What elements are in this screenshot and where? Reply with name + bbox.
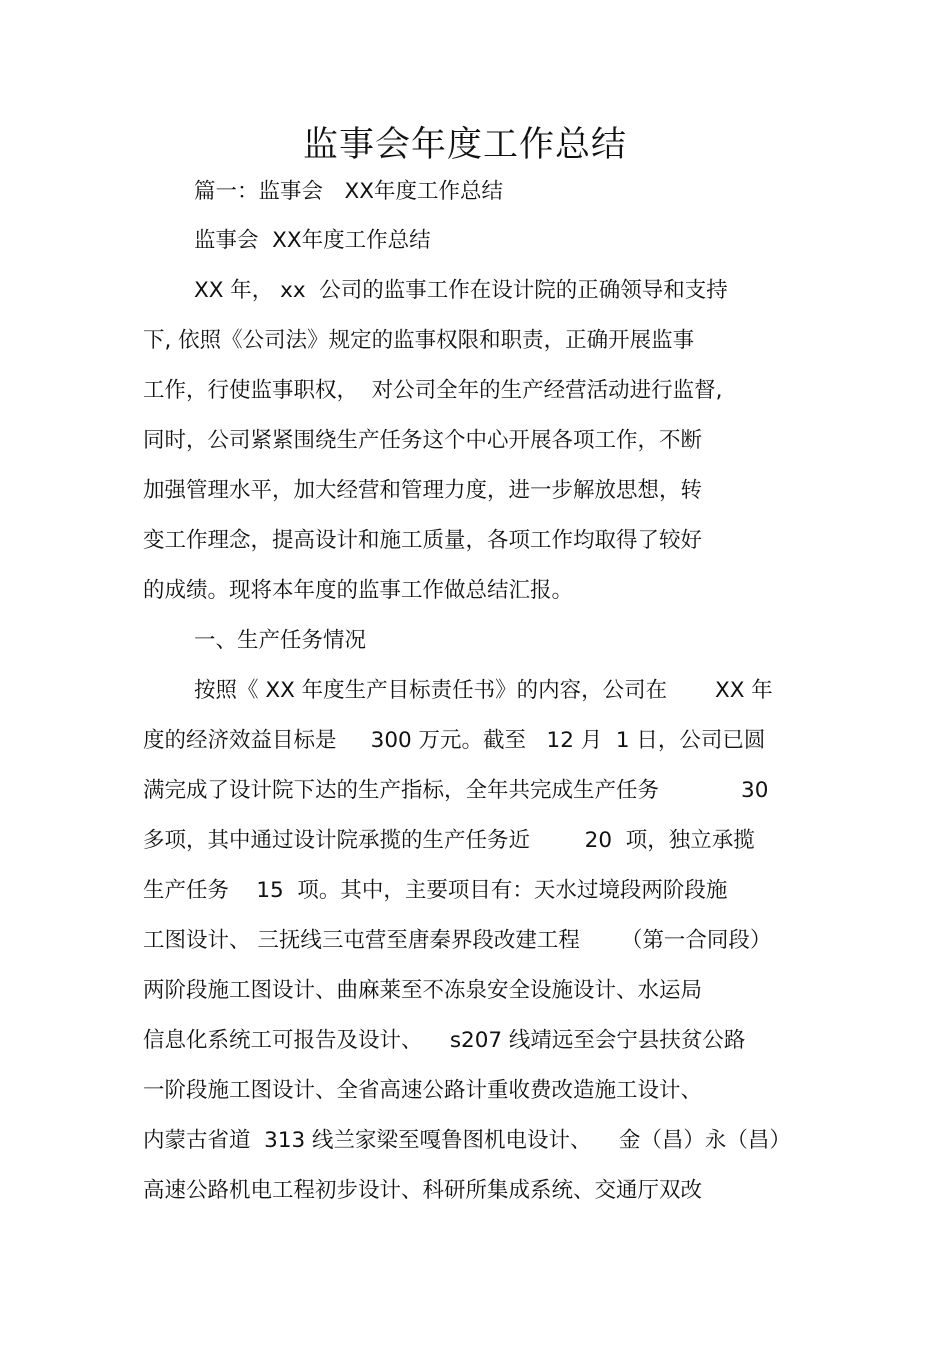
paragraph-line: 内蒙古省道 313 线兰家梁至嘎鲁图机电设计、 金（昌）永（昌） [143, 1128, 791, 1153]
paragraph-line: 的成绩。现将本年度的监事工作做总结汇报。 [143, 578, 574, 603]
paragraph-line: XX 年， xx 公司的监事工作在设计院的正确领导和支持 [194, 278, 728, 303]
paragraph-line: 满完成了设计院下达的生产指标，全年共完成生产任务 30 [143, 778, 769, 803]
subtitle: 监事会 XX年度工作总结 [194, 228, 431, 253]
paragraph-line: 度的经济效益目标是 300 万元。截至 12 月 1 日，公司已圆 [143, 728, 766, 753]
paragraph-line: 生产任务 15 项。其中，主要项目有：天水过境段两阶段施 [143, 878, 728, 903]
paragraph-line: 工图设计、 三抚线三屯营至唐秦界段改建工程 （第一合同段） [143, 928, 772, 953]
paragraph-line: 下, 依照《公司法》规定的监事权限和职责，正确开展监事 [143, 328, 695, 353]
document-title: 监事会年度工作总结 [302, 125, 627, 165]
paragraph-line: 变工作理念，提高设计和施工质量，各项工作均取得了较好 [143, 528, 703, 553]
paragraph-line: 同时，公司紧紧围绕生产任务这个中心开展各项工作，不断 [143, 428, 703, 453]
paragraph-line: 按照《 XX 年度生产目标责任书》的内容，公司在 XX 年 [194, 678, 773, 703]
paragraph-line: 加强管理水平，加大经营和管理力度，进一步解放思想，转 [143, 478, 703, 503]
section-heading: 一、生产任务情况 [194, 628, 367, 653]
paragraph-line: 高速公路机电工程初步设计、科研所集成系统、交通厅双改 [143, 1178, 703, 1203]
paragraph-line: 一阶段施工图设计、全省高速公路计重收费改造施工设计、 [143, 1078, 703, 1103]
paragraph-line: 工作，行使监事职权， 对公司全年的生产经营活动进行监督, [143, 378, 723, 403]
section-heading: 篇一：监事会 XX年度工作总结 [194, 179, 503, 204]
paragraph-line: 两阶段施工图设计、曲麻莱至不冻泉安全设施设计、水运局 [143, 978, 703, 1003]
paragraph-line: 信息化系统工可报告及设计、 s207 线靖远至会宁县扶贫公路 [143, 1028, 746, 1053]
paragraph-line: 多项，其中通过设计院承揽的生产任务近 20 项，独立承揽 [143, 828, 755, 853]
